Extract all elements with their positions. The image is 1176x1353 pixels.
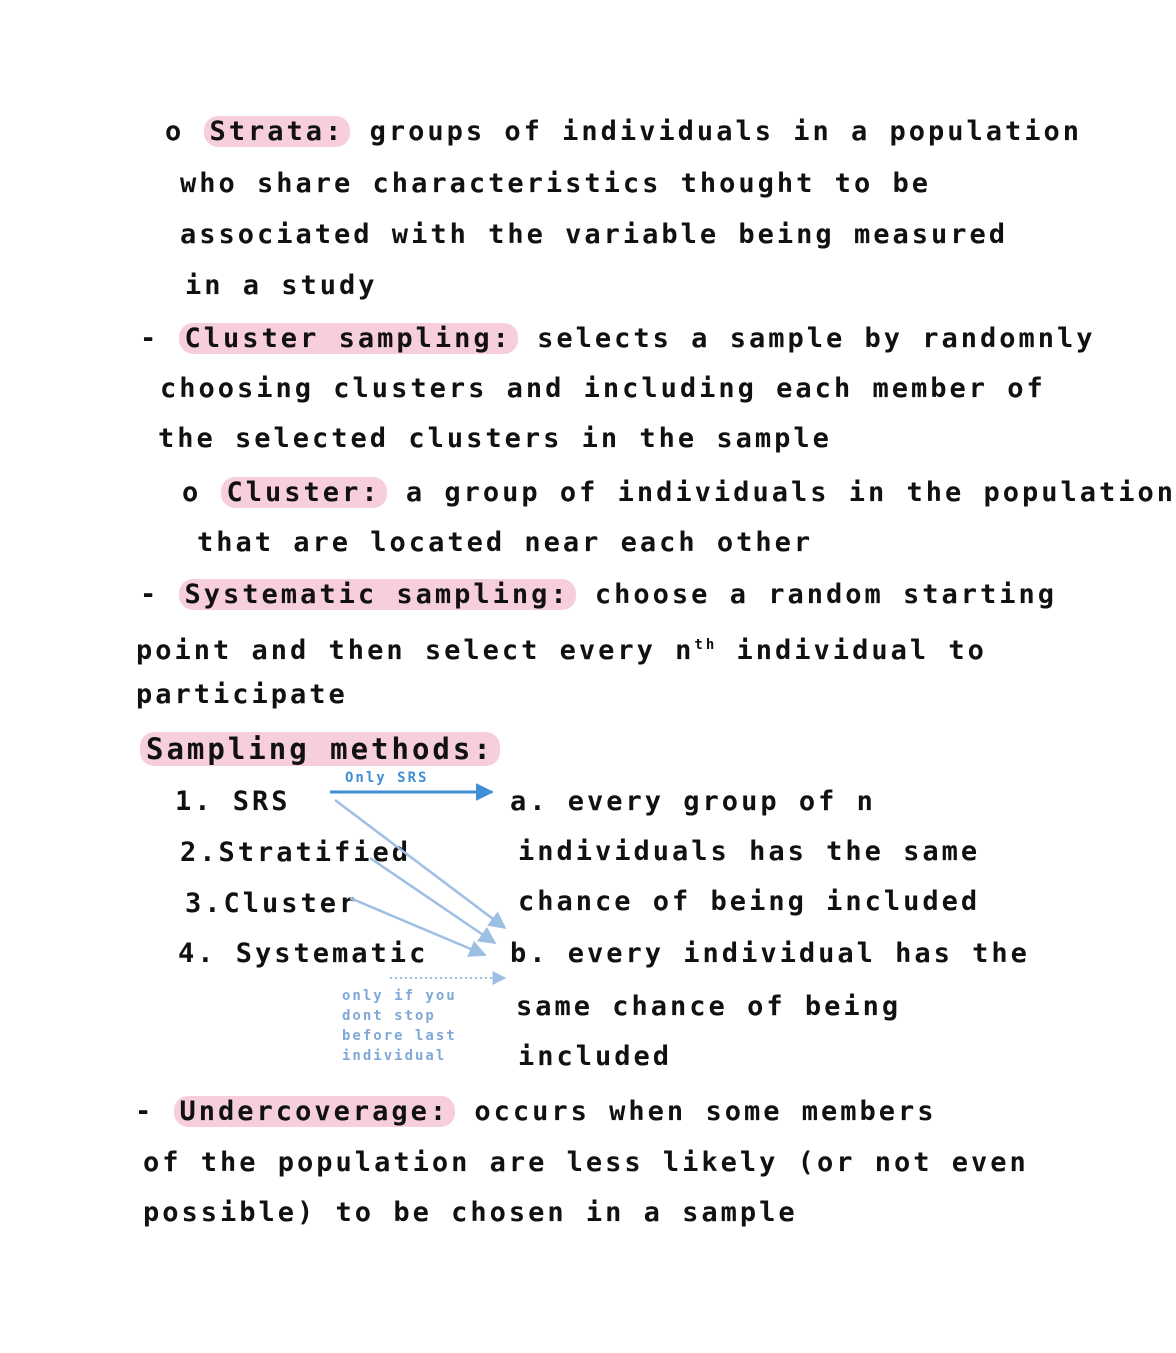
dash: - bbox=[135, 1096, 155, 1127]
dash: - bbox=[140, 579, 160, 610]
bullet: o bbox=[182, 477, 202, 508]
arrow-srs-to-b bbox=[335, 800, 505, 928]
strata-text-line-3: associated with the variable being measured bbox=[180, 219, 1008, 250]
dash: - bbox=[140, 323, 160, 354]
arrow-stratified-to-b bbox=[370, 858, 495, 943]
cluster-sampling-line-1: selects a sample by randomnly bbox=[537, 323, 1096, 354]
strata-text-line-4: in a study bbox=[185, 270, 378, 301]
term-strata: Strata: bbox=[204, 116, 351, 147]
term-cluster: Cluster: bbox=[221, 477, 387, 508]
undercoverage-line-1: occurs when some members bbox=[474, 1096, 937, 1127]
undercoverage-definition bbox=[135, 1095, 937, 1129]
systematic-line-2-end: individual to bbox=[736, 635, 987, 666]
term-systematic-sampling: Systematic sampling: bbox=[179, 579, 576, 610]
option-b-line-1: b. every individual has the bbox=[510, 938, 1030, 969]
systematic-line-2-start: point and then select every n bbox=[136, 635, 695, 666]
option-a-line-2: individuals has the same bbox=[518, 836, 981, 867]
undercoverage-line-2: of the population are less likely (or not even bbox=[143, 1147, 1029, 1178]
bullet: o bbox=[165, 116, 185, 147]
cluster-sampling-line-3: the selected clusters in the sample bbox=[158, 423, 832, 454]
option-b-line-3: included bbox=[518, 1041, 673, 1072]
term-undercoverage: Undercoverage: bbox=[174, 1096, 456, 1127]
note-line-3: before last bbox=[342, 1028, 457, 1044]
strata-text-line-2: who share characteristics thought to be bbox=[180, 168, 931, 199]
cluster-sampling-line-2: choosing clusters and including each member of bbox=[160, 373, 1046, 404]
option-a-line-1: a. every group of n bbox=[510, 786, 876, 817]
systematic-line-1: choose a random starting bbox=[594, 579, 1058, 610]
option-a-line-3: chance of being included bbox=[518, 886, 981, 917]
cluster-line-2: that are located near each other bbox=[197, 527, 814, 558]
method-srs: 1. SRS bbox=[175, 786, 291, 817]
sampling-methods-heading: Sampling methods: bbox=[140, 732, 500, 766]
systematic-line-3: participate bbox=[136, 679, 348, 710]
superscript-th: th bbox=[694, 637, 718, 653]
cluster-line-1: a group of individuals in the population bbox=[405, 477, 1176, 508]
note-line-4: individual bbox=[342, 1048, 447, 1064]
method-stratified: 2.Stratified bbox=[180, 837, 412, 868]
method-cluster: 3.Cluster bbox=[185, 888, 359, 919]
term-cluster-sampling: Cluster sampling: bbox=[179, 323, 518, 354]
option-b-line-2: same chance of being bbox=[516, 991, 902, 1022]
arrow-cluster-to-b bbox=[350, 898, 485, 955]
note-line-2: dont stop bbox=[342, 1008, 436, 1024]
strata-text-line-1: groups of individuals in a population bbox=[369, 116, 1083, 147]
undercoverage-line-3: possible) to be chosen in a sample bbox=[143, 1197, 798, 1228]
method-systematic: 4. Systematic bbox=[178, 938, 429, 969]
note-line-1: only if you bbox=[342, 988, 457, 1004]
note-only-srs: Only SRS bbox=[345, 770, 429, 786]
